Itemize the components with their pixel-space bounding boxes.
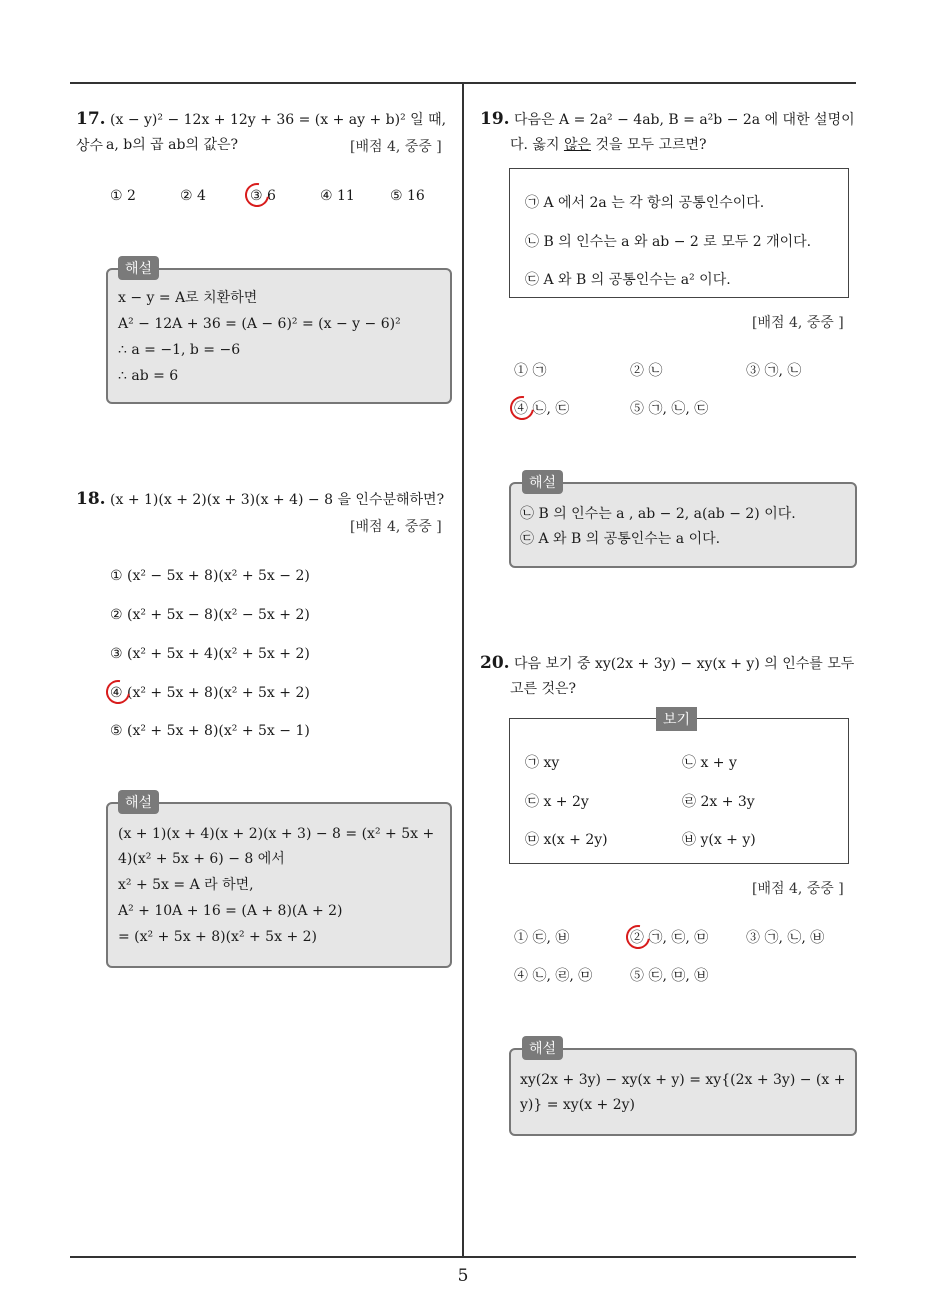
- choice-3[interactable]: ③ (x² + 5x + 4)(x² + 5x + 2): [110, 646, 310, 662]
- statement-item: ㉢ A 와 B 의 공통인수는 a² 이다.: [525, 272, 731, 288]
- solution-line: 4)(x² + 5x + 6) − 8 에서: [118, 851, 285, 867]
- answer-mark: [101, 675, 134, 708]
- solution-line: ∴ ab = 6: [118, 368, 179, 384]
- question-text-line1: 다음 보기 중 xy(2x + 3y) − xy(x + y) 의 인수를 모두: [514, 656, 855, 672]
- question-18: [76, 486, 456, 513]
- choice-4[interactable]: ④ (x² + 5x + 8)(x² + 5x + 2): [110, 685, 310, 701]
- bottom-rule: [70, 1256, 856, 1258]
- bogi-item: ㉣ 2x + 3y: [682, 794, 755, 810]
- bogi-item: ㉤ x(x + 2y): [525, 832, 608, 848]
- solution-line: x − y = A로 치환하면: [118, 290, 258, 306]
- answer-mark: [240, 178, 273, 211]
- choice-3[interactable]: ③ ㉠, ㉡, ㉥: [746, 930, 825, 946]
- choice-3[interactable]: ③ 6: [250, 188, 276, 204]
- choice-2[interactable]: ② ㉠, ㉢, ㉤: [630, 930, 709, 946]
- question-20-line2: 고른 것은?: [510, 681, 577, 697]
- solution-tag: 해설: [118, 256, 159, 280]
- choice-5[interactable]: ⑤ (x² + 5x + 8)(x² + 5x − 1): [110, 723, 310, 739]
- solution-line: xy(2x + 3y) − xy(x + y) = xy{(2x + 3y) − (x +: [520, 1072, 846, 1088]
- solution-line: ㉡ B 의 인수는 a , ab − 2, a(ab − 2) 이다.: [520, 506, 796, 522]
- question-number: 17.: [76, 109, 106, 129]
- solution-tag: 해설: [522, 1036, 563, 1060]
- choice-2[interactable]: ② (x² + 5x − 8)(x² − 5x + 2): [110, 607, 310, 623]
- choice-3[interactable]: ③ ㉠, ㉡: [746, 363, 802, 379]
- question-20: [480, 650, 860, 677]
- choice-4[interactable]: ④ ㉡, ㉢: [514, 401, 570, 417]
- solution-line: A² − 12A + 36 = (A − 6)² = (x − y − 6)²: [118, 316, 401, 332]
- statement-item: ㉠ A 에서 2a 는 각 항의 공통인수이다.: [525, 195, 765, 211]
- choice-1[interactable]: ① (x² − 5x + 8)(x² + 5x − 2): [110, 568, 310, 584]
- choice-5[interactable]: ⑤ ㉠, ㉡, ㉢: [630, 401, 709, 417]
- statement-item: ㉡ B 의 인수는 a 와 ab − 2 로 모두 2 개이다.: [525, 234, 812, 250]
- solution-line: ㉢ A 와 B 의 공통인수는 a 이다.: [520, 531, 721, 547]
- question-number: 19.: [480, 109, 510, 129]
- score-label: [배점 4, 중중 ]: [350, 519, 442, 535]
- solution-line: ∴ a = −1, b = −6: [118, 342, 241, 358]
- question-19-line2: [510, 132, 707, 158]
- solution-box: [509, 1048, 857, 1136]
- choice-5[interactable]: ⑤ 16: [390, 188, 425, 204]
- choice-1[interactable]: ① ㉢, ㉥: [514, 930, 570, 946]
- solution-line: A² + 10A + 16 = (A + 8)(A + 2): [118, 903, 343, 919]
- question-text: 다. 옳지: [510, 137, 564, 153]
- score-label: [배점 4, 중중 ]: [350, 139, 442, 155]
- score-label: [배점 4, 중중 ]: [752, 315, 844, 331]
- question-number: 18.: [76, 489, 106, 509]
- bogi-item: ㉢ x + 2y: [525, 794, 589, 810]
- question-number: 20.: [480, 653, 510, 673]
- question-text-line1: 다음은 A = 2a² − 4ab, B = a²b − 2a 에 대한 설명이: [514, 112, 855, 128]
- question-text-line1: (x + 1)(x + 2)(x + 3)(x + 4) − 8 을 인수분해하면?: [110, 492, 445, 508]
- choice-1[interactable]: ① 2: [110, 188, 136, 204]
- solution-line: x² + 5x = A 라 하면,: [118, 877, 254, 893]
- choice-2[interactable]: ② 4: [180, 188, 206, 204]
- solution-line: (x + 1)(x + 4)(x + 2)(x + 3) − 8 = (x² + 5x +: [118, 826, 435, 842]
- question-text: 것을 모두 고르면?: [591, 137, 707, 153]
- choice-5[interactable]: ⑤ ㉢, ㉤, ㉥: [630, 968, 709, 984]
- answer-mark: [621, 920, 654, 953]
- choice-2[interactable]: ② ㉡: [630, 363, 663, 379]
- underlined-word: 않은: [563, 137, 591, 153]
- solution-line: y)} = xy(x + 2y): [520, 1097, 635, 1113]
- question-19: [480, 106, 860, 133]
- bogi-tag: 보기: [656, 707, 697, 731]
- bogi-item: ㉠ xy: [525, 755, 560, 771]
- score-label: [배점 4, 중중 ]: [752, 881, 844, 897]
- choice-4[interactable]: ④ ㉡, ㉣, ㉤: [514, 968, 593, 984]
- bogi-item: ㉡ x + y: [682, 755, 737, 771]
- answer-mark: [505, 391, 538, 424]
- question-17-line2: a, b의 곱 ab의 값은?: [106, 137, 238, 153]
- choice-4[interactable]: ④ 11: [320, 188, 355, 204]
- solution-line: = (x² + 5x + 8)(x² + 5x + 2): [118, 929, 317, 945]
- bogi-item: ㉥ y(x + y): [682, 832, 756, 848]
- solution-tag: 해설: [522, 470, 563, 494]
- choice-1[interactable]: ① ㉠: [514, 363, 547, 379]
- question-text-line1: (x − y)² − 12x + 12y + 36 = (x + ay + b)² 일 때, 상수: [76, 112, 447, 154]
- column-divider: [462, 84, 464, 1256]
- page-number: 5: [457, 1266, 469, 1286]
- solution-tag: 해설: [118, 790, 159, 814]
